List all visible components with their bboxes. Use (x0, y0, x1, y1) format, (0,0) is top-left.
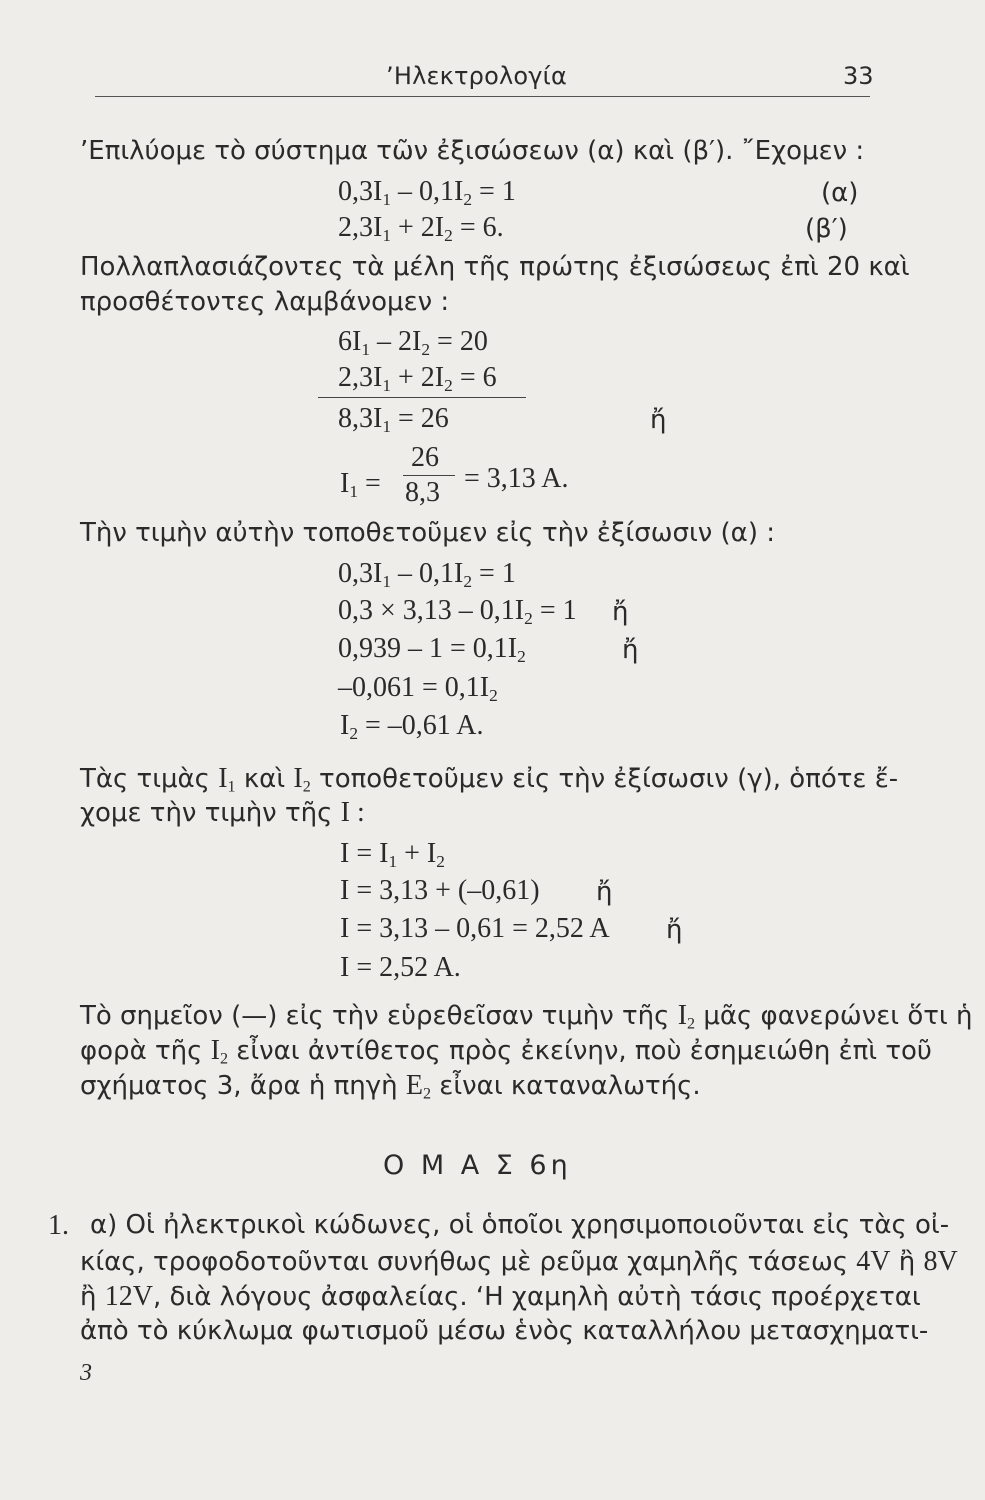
equation-beta-repeat: $2,3I_1 + 2I_2 = 6$ (338, 362, 497, 395)
equation-current-result: I = 2,52 A. (340, 952, 461, 983)
fraction-bar (403, 475, 455, 476)
equation-scaled-alpha: $6I_1 - 2I_2 = 20$ (338, 326, 488, 359)
equation-i1-result: = 3,13 A. (464, 463, 569, 494)
or-word: ἤ (622, 635, 639, 665)
paragraph-substitute: Τὴν τιμὴν αὐτὴν τοποθετοῦμεν εἰς τὴν ἐξίσωσιν (α) : (80, 518, 775, 548)
sum-rule (318, 397, 526, 398)
paragraph-sign-line3: σχήματος 3, ἄρα ἡ πηγὴ $E_2$ εἶναι καταναλωτής. (80, 1070, 701, 1103)
equation-substituted: $0,3 \times 3,13 - 0,1I_2 = 1$ (338, 595, 577, 628)
equation-label-beta: (β′) (805, 214, 848, 244)
or-word: ἤ (612, 597, 629, 627)
equation-beta: $2,3I_1 + 2I_2 = 6$. (338, 212, 504, 245)
section-heading: Ο Μ Α Σ 6η (383, 1150, 572, 1181)
item-text-line3: ἢ 12V, διὰ λόγους ἀσφαλείας. ‘Η χαμηλὴ αὐτὴ τάσις προέρχεται (80, 1281, 921, 1312)
paragraph-sign-line2: φορὰ τῆς $I_2$ εἶναι ἀντίθετος πρὸς ἐκείνην, ποὺ ἐσημειώθη ἐπὶ τοῦ (80, 1035, 932, 1068)
or-word: ἤ (666, 915, 683, 945)
fraction-denominator: 8,3 (405, 477, 440, 508)
equation-rearranged: $0,939 - 1 = 0,1I_2$ (338, 633, 526, 666)
equation-i2-result: $I_2 = -0,61$ A. (340, 710, 484, 743)
equation-sum: $8,3I_1 = 26$ (338, 403, 449, 436)
equation-simplified: $-0,061 = 0,1I_2$ (338, 672, 498, 705)
paragraph-values-line2: χομε τὴν τιμὴν τῆς I : (80, 797, 365, 828)
paragraph-sign-line1: Τὸ σημεῖον (—) εἰς τὴν εὑρεθεῖσαν τιμὴν τῆς $I_2$ μᾶς φανερώνει ὅτι ἡ (80, 1000, 973, 1033)
running-header-title: ’Ηλεκτρολογία (386, 62, 567, 90)
equation-alpha: $0,3I_1 - 0,1I_2 = 1$ (338, 176, 516, 209)
equation-alpha-repeat: $0,3I_1 - 0,1I_2 = 1$ (338, 558, 516, 591)
item-text-line2: κίας, τροφοδοτοῦνται συνήθως μὲ ρεῦμα χαμηλῆς τάσεως 4V ἢ 8V (80, 1246, 958, 1277)
equation-label-alpha: (α) (821, 178, 859, 208)
paragraph-multiply-line2: προσθέτοντες λαμβάνομεν : (80, 287, 450, 317)
equation-current-sum: $I = I_1 + I_2$ (340, 838, 445, 871)
equation-i1-lhs: $I_1$ = (340, 468, 381, 501)
item-number: 1. (48, 1210, 69, 1241)
paragraph-values-line1: Τὰς τιμὰς $I_1$ καὶ $I_2$ τοποθετοῦμεν εἰς τὴν ἐξίσωσιν (γ), ὁπότε ἔ- (80, 763, 899, 796)
header-rule (95, 96, 870, 97)
item-text-line4: ἀπὸ τὸ κύκλωμα φωτισμοῦ μέσω ἑνὸς καταλλήλου μετασχηματι- (80, 1316, 929, 1346)
or-word: ἤ (650, 405, 667, 435)
page-number: 33 (843, 62, 874, 90)
equation-current-substituted: I = 3,13 + (–0,61) (340, 875, 540, 906)
paragraph-multiply-line1: Πολλαπλασιάζοντες τὰ μέλη τῆς πρώτης ἐξισώσεως ἐπὶ 20 καὶ (80, 252, 910, 282)
or-word: ἤ (596, 877, 613, 907)
signature-mark: 3 (80, 1360, 92, 1386)
paragraph-intro: ’Επιλύομε τὸ σύστημα τῶν ἐξισώσεων (α) καὶ (β′). ῎Εχομεν : (80, 136, 865, 166)
fraction-numerator: 26 (411, 442, 439, 473)
equation-current-computed: I = 3,13 – 0,61 = 2,52 A (340, 913, 610, 944)
item-text-line1: α) Οἱ ἠλεκτρικοὶ κώδωνες, οἱ ὁποῖοι χρησιμοποιοῦνται εἰς τὰς οἰ- (90, 1210, 950, 1240)
